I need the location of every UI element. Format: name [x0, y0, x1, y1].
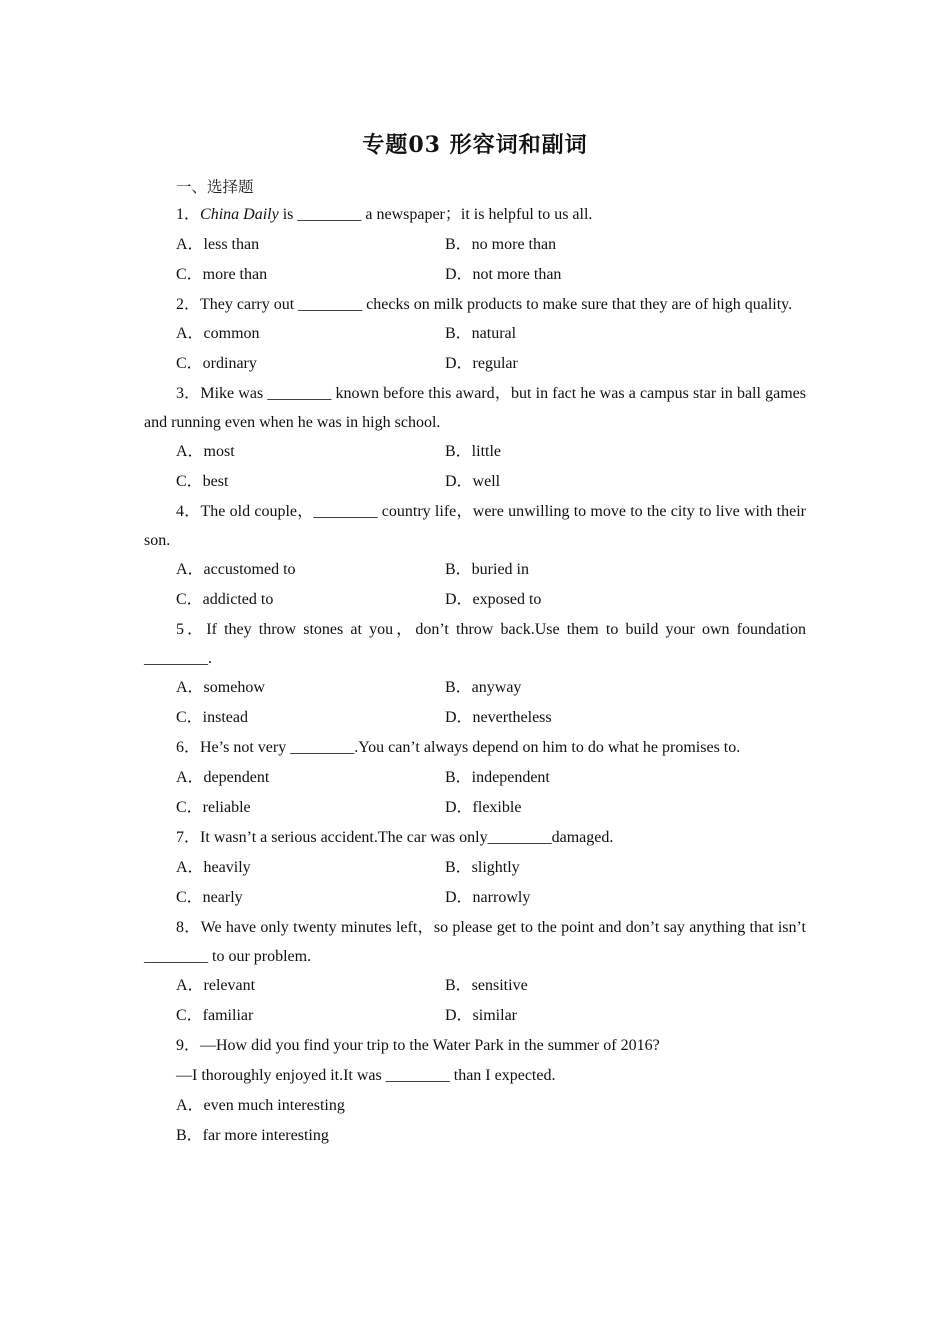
option-a[interactable]: A．dependent [176, 769, 270, 786]
option-c[interactable]: C．familiar [176, 1007, 254, 1024]
question-stem: 6．He’s not very ________.You can’t always depend on him to do what he promises to. [176, 739, 741, 756]
option-b[interactable]: B．little [445, 443, 502, 460]
option-row [144, 1121, 806, 1151]
option-row [144, 853, 806, 883]
option-a[interactable]: A．even much interesting [176, 1097, 345, 1114]
option-d[interactable]: D．regular [445, 355, 518, 372]
option-row [144, 230, 806, 260]
option-row [144, 349, 806, 379]
option-a[interactable]: A．less than [176, 236, 260, 253]
option-row [144, 260, 806, 290]
question-5 [144, 615, 806, 733]
option-c[interactable]: C．addicted to [176, 591, 274, 608]
option-row [144, 971, 806, 1001]
option-d[interactable]: D．well [445, 473, 501, 490]
option-b[interactable]: B．independent [445, 769, 550, 786]
option-a[interactable]: A．somehow [176, 679, 265, 696]
question-stem: 8．We have only twenty minutes left，so please get to the point and don’t say anything that isn’t ________ to our problem. [144, 919, 806, 965]
option-a[interactable]: A．heavily [176, 859, 251, 876]
question-9 [144, 1031, 806, 1151]
option-d[interactable]: D．not more than [445, 266, 562, 283]
question-stem: 7．It wasn’t a serious accident.The car was only________damaged. [176, 829, 614, 846]
option-a[interactable]: A．accustomed to [176, 561, 296, 578]
option-row [144, 703, 806, 733]
question-stem: 3．Mike was ________ known before this award，but in fact he was a campus star in ball games and running even when he was in high school. [144, 385, 806, 431]
publication-name: China Daily [200, 206, 279, 223]
option-d[interactable]: D．flexible [445, 799, 522, 816]
dialog-line: —I thoroughly enjoyed it.It was ________ than I expected. [176, 1067, 556, 1084]
question-stem: 1．China Daily is ________ a newspaper；it is helpful to us all. [176, 206, 593, 223]
option-row [144, 793, 806, 823]
question-4 [144, 497, 806, 615]
option-d[interactable]: D．exposed to [445, 591, 542, 608]
option-row [144, 763, 806, 793]
option-c[interactable]: C．reliable [176, 799, 251, 816]
option-d[interactable]: D．similar [445, 1007, 517, 1024]
option-c[interactable]: C．more than [176, 266, 268, 283]
option-row [144, 585, 806, 615]
option-b[interactable]: B．natural [445, 325, 517, 342]
question-stem: 5．If they throw stones at you，don’t throw back.Use them to build your own foundation ________. [144, 621, 806, 667]
question-3 [144, 379, 806, 497]
section-heading: 一、选择题 [176, 178, 254, 196]
option-d[interactable]: D．nevertheless [445, 709, 552, 726]
option-row [144, 467, 806, 497]
option-b[interactable]: B．no more than [445, 236, 557, 253]
option-c[interactable]: C．ordinary [176, 355, 257, 372]
option-a[interactable]: A．common [176, 325, 260, 342]
option-row [144, 555, 806, 585]
option-b[interactable]: B．far more interesting [176, 1127, 329, 1144]
option-row [144, 1001, 806, 1031]
question-stem: 2．They carry out ________ checks on milk products to make sure that they are of high quality. [176, 296, 793, 313]
option-row [144, 319, 806, 349]
question-stem: 4．The old couple，________ country life，were unwilling to move to the city to live with their son. [144, 503, 806, 549]
question-8 [144, 913, 806, 1031]
option-a[interactable]: A．most [176, 443, 235, 460]
question-list [144, 200, 806, 1151]
option-row [144, 437, 806, 467]
page-title: 专题03 形容词和副词 [362, 132, 588, 158]
option-b[interactable]: B．slightly [445, 859, 520, 876]
question-stem: 9．—How did you find your trip to the Water Park in the summer of 2016? [176, 1037, 660, 1054]
option-c[interactable]: C．nearly [176, 889, 243, 906]
option-c[interactable]: C．best [176, 473, 229, 490]
option-d[interactable]: D．narrowly [445, 889, 531, 906]
option-b[interactable]: B．buried in [445, 561, 529, 578]
question-6 [144, 733, 806, 823]
option-c[interactable]: C．instead [176, 709, 248, 726]
question-7 [144, 823, 806, 913]
option-row [144, 883, 806, 913]
option-row [144, 673, 806, 703]
question-1 [144, 200, 806, 290]
option-b[interactable]: B．anyway [445, 679, 522, 696]
option-a[interactable]: A．relevant [176, 977, 256, 994]
option-row [144, 1091, 806, 1121]
question-2 [144, 290, 806, 379]
option-b[interactable]: B．sensitive [445, 977, 528, 994]
